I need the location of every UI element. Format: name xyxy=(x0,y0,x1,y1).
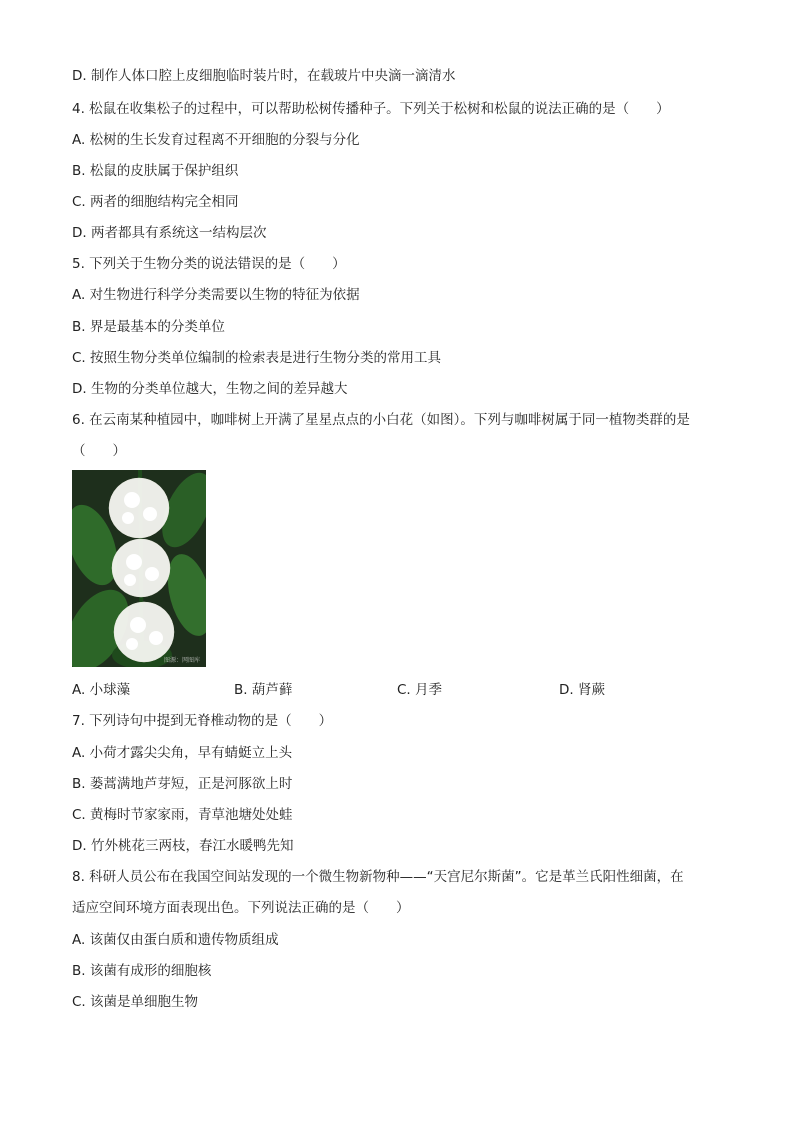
q4-option-b: B. 松鼠的皮肤属于保护组织 xyxy=(72,163,239,179)
q6-options xyxy=(72,681,722,699)
q4-option-d: D. 两者都具有系统这一结构层次 xyxy=(72,225,267,241)
q7-option-d: D. 竹外桃花三两枝，春江水暖鸭先知 xyxy=(72,838,294,854)
q8-option-a: A. 该菌仅由蛋白质和遗传物质组成 xyxy=(72,932,279,948)
q5-stem: 5. 下列关于生物分类的说法错误的是（ ） xyxy=(72,256,346,272)
q7-option-a: A. 小荷才露尖尖角，早有蜻蜓立上头 xyxy=(72,745,293,761)
q6-option-a: A. 小球藻 xyxy=(72,682,131,698)
q8-option-c: C. 该菌是单细胞生物 xyxy=(72,994,199,1010)
q3-option-d: D. 制作人体口腔上皮细胞临时装片时，在载玻片中央滴一滴清水 xyxy=(72,68,456,84)
q7-option-c: C. 黄梅时节家家雨，青草池塘处处蛙 xyxy=(72,807,293,823)
q7-option-b: B. 蒌蒿满地芦芽短，正是河豚欲上时 xyxy=(72,776,293,792)
q5-option-a: A. 对生物进行科学分类需要以生物的特征为依据 xyxy=(72,287,360,303)
q8-stem-line-2: 适应空间环境方面表现出色。下列说法正确的是（ ） xyxy=(72,900,410,916)
q5-option-c: C. 按照生物分类单位编制的检索表是进行生物分类的常用工具 xyxy=(72,350,442,366)
q6-option-b: B. 葫芦藓 xyxy=(234,682,293,698)
q8-option-b: B. 该菌有成形的细胞核 xyxy=(72,963,212,979)
q5-option-d: D. 生物的分类单位越大，生物之间的差异越大 xyxy=(72,381,348,397)
q4-option-c: C. 两者的细胞结构完全相同 xyxy=(72,194,239,210)
coffee-flower-photo xyxy=(72,470,206,667)
q6-option-c: C. 月季 xyxy=(397,682,443,698)
q4-option-a: A. 松树的生长发育过程离不开细胞的分裂与分化 xyxy=(72,132,360,148)
coffee-flower-illustration xyxy=(72,470,206,667)
q5-option-b: B. 界是最基本的分类单位 xyxy=(72,319,225,335)
q4-stem: 4. 松鼠在收集松子的过程中，可以帮助松树传播种子。下列关于松树和松鼠的说法正确的是（ ） xyxy=(72,101,670,117)
q6-option-d: D. 肾蕨 xyxy=(559,682,605,698)
q7-stem: 7. 下列诗句中提到无脊椎动物的是（ ） xyxy=(72,713,333,729)
figure-watermark: 图源：网图库 xyxy=(163,657,200,664)
q8-stem-line-1: 8. 科研人员公布在我国空间站发现的一个微生物新物种——“天宫尼尔斯菌”。它是革兰氏阳性细菌，在 xyxy=(72,869,684,885)
q6-stem: 6. 在云南某种植园中，咖啡树上开满了星星点点的小白花（如图）。下列与咖啡树属于同一植物类群的是（ ） xyxy=(72,412,690,459)
